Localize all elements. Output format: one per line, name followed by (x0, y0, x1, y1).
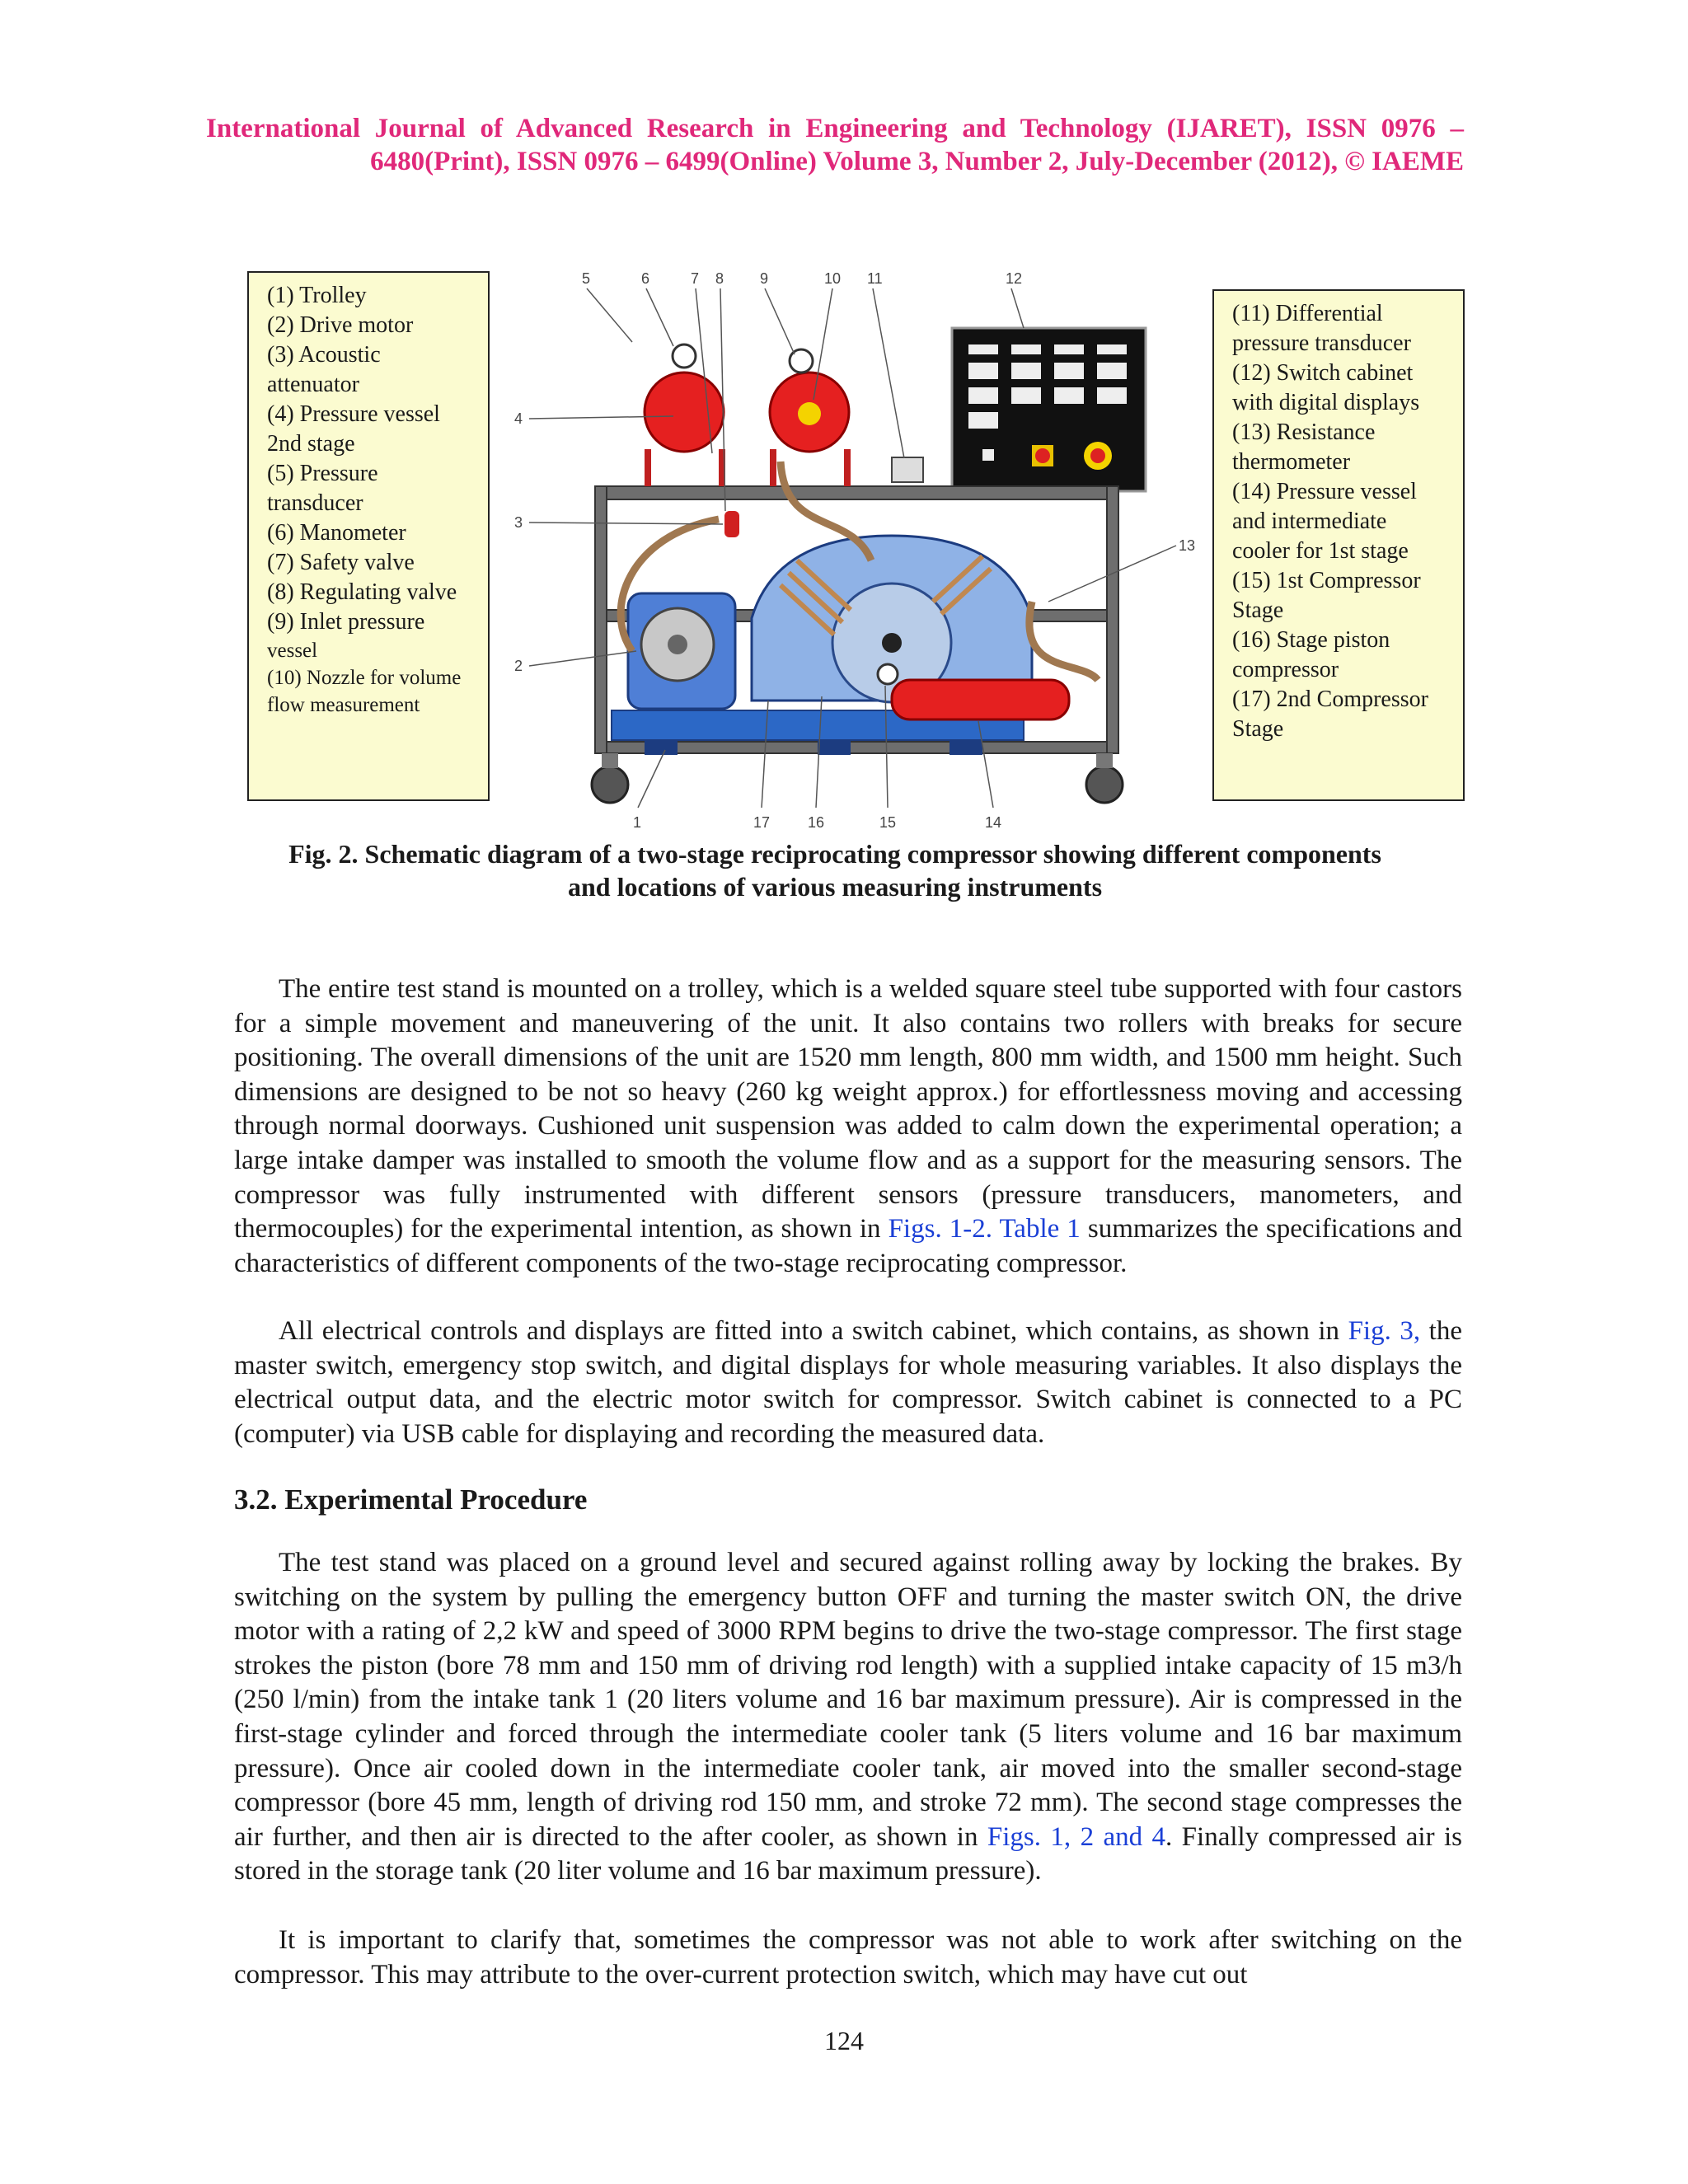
table-1-link[interactable]: Table 1 (999, 1214, 1081, 1244)
figure-callout: 6 (641, 270, 650, 287)
pressure-vessel-2nd-stage (645, 373, 724, 452)
paragraph-text: The entire test stand is mounted on a trolley, which is a welded square steel tube supported with four castors for a simple movement and maneuvering of the unit. It also contains two rollers with breaks for secure positioning. The overall dimensions of the unit are 1520 mm length, 800 mm width, and 1500 mm height. Such dimensions are designed to be not so heavy (260 kg weight approx.) for effortlessness moving and accessing through normal doorways. Cushioned unit suspension was added to calm down the experimental operation; a large intake damper was installed to smooth the volume flow and as a support for the measuring sensors. The compressor was fully instrumented with different sensors (pressure transducers, manometers, and thermocouples) for the experimental intention, as shown in (234, 974, 1462, 1244)
legend-item: (17) 2nd Compressor Stage (1232, 687, 1428, 742)
caption-line-2: and locations of various measuring instruments (567, 872, 1103, 902)
legend-item: (9) Inlet pressure (267, 609, 425, 635)
figs-1-2-link[interactable]: Figs. 1-2. (888, 1214, 992, 1244)
paragraph-text: It is important to clarify that, sometimes the compressor was not able to work after switching on the compressor. This may attribute to the over-current protection switch, which may have cut out (234, 1925, 1462, 1990)
figure-callout: 2 (514, 658, 523, 674)
intermediate-cooler-tank (892, 680, 1069, 719)
legend-item: (5) Pressure transducer (267, 461, 378, 516)
legend-item: (12) Switch cabinet with digital displays (1232, 360, 1420, 415)
header-line-1: International Journal of Advanced Research in Engineering and Technology (IJARET), ISSN 0976 – (206, 114, 1464, 143)
trolley-frame (595, 486, 1118, 499)
legend-item: (8) Regulating valve (267, 579, 457, 605)
figure-callout: 13 (1179, 537, 1196, 554)
paragraph-text: All electrical controls and displays are fitted into a switch cabinet, which contains, as shown in (279, 1316, 1348, 1346)
figure-callout: 3 (514, 514, 523, 531)
figure-callout: 10 (824, 270, 842, 287)
header-line-2: 6480(Print), ISSN 0976 – 6499(Online) Volume 3, Number 2, July-December (2012), © IAEME (370, 147, 1464, 176)
page-number: 124 (824, 2026, 864, 2055)
legend-item: (11) Differential pressure transducer (1232, 301, 1411, 356)
legend-item: (15) 1st Compressor Stage (1232, 568, 1421, 623)
paragraph-text: . Finally compressed air is stored in the storage tank (20 liter volume and 16 bar maximum pressure). (234, 1821, 1463, 1886)
figure-callout: 12 (1006, 270, 1023, 287)
figs-1-2-4-link[interactable]: Figs. 1, 2 and 4 (987, 1821, 1166, 1852)
legend-item: (13) Resistance thermometer (1232, 419, 1376, 475)
section-heading: 3.2. Experimental Procedure (234, 1483, 588, 1516)
fig-3-link[interactable]: Fig. 3, (1348, 1316, 1421, 1346)
figure-callout: 11 (867, 270, 883, 287)
legend-item: vessel (267, 640, 318, 662)
paragraph-3 (234, 1546, 1462, 1889)
figure-callout: 8 (715, 270, 724, 287)
caption-line-1: Fig. 2. Schematic diagram of a two-stage reciprocating compressor showing different components (288, 839, 1381, 869)
legend-item: (3) Acoustic attenuator (267, 342, 381, 397)
figure-callout: 5 (582, 270, 591, 287)
figure-callout: 15 (879, 814, 897, 831)
legend-item: (10) Nozzle for volume flow measurement (267, 667, 462, 716)
figure-callout: 16 (808, 814, 825, 831)
compressor-schematic (504, 264, 1205, 841)
legend-right (1212, 289, 1465, 801)
legend-left (247, 271, 490, 801)
paragraph-1 (234, 972, 1462, 1281)
legend-item: (6) Manometer (267, 520, 406, 546)
paragraph-text: The test stand was placed on a ground level and secured against rolling away by locking the brakes. By switching on the system by pulling the emergency button OFF and turning the master switch ON, the drive motor with a rating of 2,2 kW and speed of 3000 RPM begins to drive the two-stage compressor. The first stage strokes the piston (bore 78 mm and 150 mm of driving rod length) with a supplied intake capacity of 15 m3/h (250 l/min) from the intake tank 1 (20 liters volume and 16 bar maximum pressure). Air is compressed in the first-stage cylinder and forced through the intermediate cooler tank (5 liters volume and 16 bar maximum pressure). Once air cooled down in the intermediate cooler tank, air moved into the smaller second-stage compressor (bore 45 mm, length of driving rod 150 mm, and stroke 72 mm). The second stage compresses the air further, and then air is directed to the after cooler, as shown in (234, 1548, 1462, 1852)
figure-callout: 7 (691, 270, 700, 287)
paragraph-text: summarizes the specifications and characteristics of different components of the two-stage reciprocating compressor. (234, 1214, 1463, 1278)
legend-item: (16) Stage piston compressor (1232, 627, 1390, 682)
legend-item: (1) Trolley (267, 283, 367, 308)
figure-callout: 4 (514, 410, 523, 427)
paragraph-text: the master switch, emergency stop switch, and digital displays for whole measuring variables. It also displays the electrical output data, and the electric motor switch for compressor. Switch cabinet is connected to a PC (computer) via USB cable for displaying and recording the measured data. (234, 1316, 1462, 1449)
legend-item: (2) Drive motor (267, 312, 414, 338)
figure-callout: 9 (760, 270, 769, 287)
figure-callout: 1 (633, 814, 642, 831)
legend-item: (4) Pressure vessel 2nd stage (267, 401, 440, 457)
legend-item: (7) Safety valve (267, 550, 415, 575)
figure-callout: 17 (753, 814, 771, 831)
paragraph-4 (234, 1924, 1462, 1992)
journal-header (206, 112, 1464, 178)
paragraph-2 (234, 1315, 1462, 1451)
figure-caption (206, 837, 1464, 903)
legend-item: (14) Pressure vessel and intermediate cooler for 1st stage (1232, 479, 1417, 564)
figure-callout: 14 (985, 814, 1002, 831)
